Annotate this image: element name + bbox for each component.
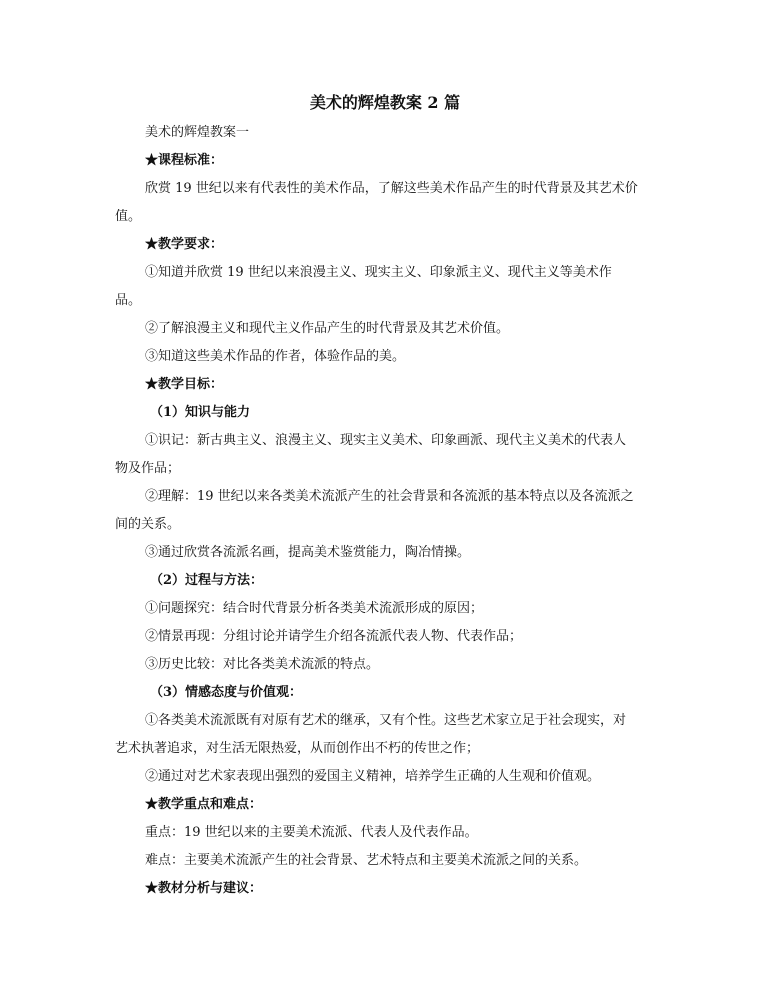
text-line: 间的关系。 [115, 517, 181, 532]
text-line: ②通过对艺术家表现出强烈的爱国主义精神，培养学生正确的人生观和价值观。 [145, 769, 601, 784]
text-line: ③知道这些美术作品的作者，体验作品的美。 [145, 349, 406, 364]
text-line: 物及作品； [115, 461, 181, 476]
text-line: （2）过程与方法： [150, 573, 264, 588]
text-line: ②了解浪漫主义和现代主义作品产生的时代背景及其艺术价值。 [145, 321, 510, 336]
text-line: ★教学重点和难点： [145, 797, 263, 812]
text-line: （3）情感态度与价值观： [150, 685, 303, 700]
text-line: 欣赏 19 世纪以来有代表性的美术作品，了解这些美术作品产生的时代背景及其艺术价 [145, 181, 638, 196]
text-line: 重点：19 世纪以来的主要美术流派、代表人及代表作品。 [145, 825, 478, 840]
text-line: ③通过欣赏各流派名画，提高美术鉴赏能力，陶冶情操。 [145, 545, 471, 560]
text-line: ③历史比较：对比各类美术流派的特点。 [145, 657, 380, 672]
text-line: ②情景再现：分组讨论并请学生介绍各流派代表人物、代表作品； [145, 629, 523, 644]
text-line: ①问题探究：结合时代背景分析各类美术流派形成的原因； [145, 601, 484, 616]
text-line: （1）知识与能力 [150, 405, 251, 420]
text-line: ★教学要求： [145, 237, 224, 252]
text-line: ①知道并欣赏 19 世纪以来浪漫主义、现实主义、印象派主义、现代主义等美术作 [145, 265, 612, 280]
text-line: ★教材分析与建议： [145, 881, 263, 896]
text-line: 值。 [115, 209, 142, 224]
text-line: 艺术执著追求，对生活无限热爱，从而创作出不朽的传世之作； [115, 741, 480, 756]
text-line: 难点：主要美术流派产生的社会背景、艺术特点和主要美术流派之间的关系。 [145, 853, 588, 868]
text-line: ②理解：19 世纪以来各类美术流派产生的社会背景和各流派的基本特点以及各流派之 [145, 489, 634, 504]
text-line: ★课程标准： [145, 153, 224, 168]
text-line: ①各类美术流派既有对原有艺术的继承，又有个性。这些艺术家立足于社会现实，对 [145, 713, 627, 728]
text-line: 美术的辉煌教案一 [145, 125, 250, 140]
text-line: 品。 [115, 293, 142, 308]
text-line: ★教学目标： [145, 377, 224, 392]
text-line: ①识记：新古典主义、浪漫主义、现实主义美术、印象画派、现代主义美术的代表人 [145, 433, 627, 448]
document-title: 美术的辉煌教案 2 篇 [309, 93, 461, 112]
